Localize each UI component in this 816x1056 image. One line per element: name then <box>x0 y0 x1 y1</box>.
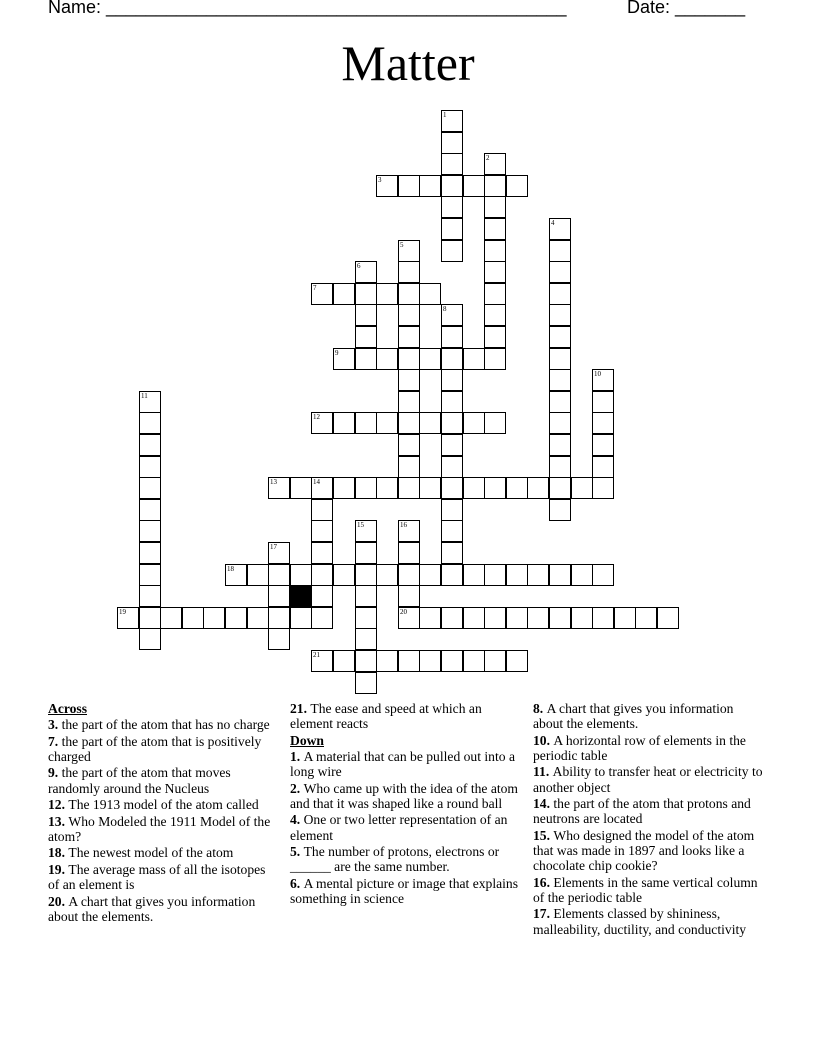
grid-cell[interactable] <box>376 175 398 197</box>
grid-cell[interactable] <box>549 564 571 586</box>
grid-cell[interactable] <box>571 607 593 629</box>
clue-item: 16. Elements in the same vertical column of the periodic table <box>533 874 758 905</box>
grid-cell[interactable] <box>441 240 463 262</box>
grid-cell[interactable] <box>549 240 571 262</box>
grid-cell[interactable] <box>139 564 161 586</box>
clue-item: 19. The average mass of all the isotopes of an element is <box>48 861 266 893</box>
grid-cell[interactable] <box>441 542 463 564</box>
grid-cell[interactable] <box>484 326 506 348</box>
grid-cell[interactable] <box>506 607 528 629</box>
grid-cell[interactable] <box>355 650 377 672</box>
grid-cell[interactable] <box>398 261 420 283</box>
grid-cell[interactable] <box>398 434 420 456</box>
grid-cell[interactable] <box>592 456 614 478</box>
date-line: Date: _______ <box>627 0 746 17</box>
grid-cell[interactable] <box>549 477 571 499</box>
grid-cell[interactable] <box>484 412 506 434</box>
grid-cell[interactable] <box>441 412 463 434</box>
grid-cell[interactable] <box>441 369 463 391</box>
grid-cell[interactable] <box>398 175 420 197</box>
grid-cell[interactable] <box>549 326 571 348</box>
grid-cell[interactable] <box>268 628 290 650</box>
grid-cell[interactable] <box>484 348 506 370</box>
clue-number: 18 <box>227 565 234 573</box>
grid-cell[interactable] <box>419 477 441 499</box>
grid-cell[interactable] <box>398 456 420 478</box>
across-heading: Across <box>48 701 88 716</box>
down-heading: Down <box>290 732 324 748</box>
grid-cell[interactable] <box>398 412 420 434</box>
grid-cell[interactable] <box>268 542 290 564</box>
grid-cell[interactable] <box>506 564 528 586</box>
clue-number: 14 <box>313 478 320 486</box>
grid-cell[interactable] <box>311 520 333 542</box>
grid-cell[interactable] <box>441 477 463 499</box>
grid-cell[interactable] <box>549 391 571 413</box>
grid-cell[interactable] <box>592 477 614 499</box>
grid-cell[interactable] <box>139 456 161 478</box>
grid-cell[interactable] <box>441 434 463 456</box>
grid-cell[interactable] <box>592 391 614 413</box>
grid-cell[interactable] <box>506 477 528 499</box>
grid-cell[interactable] <box>441 153 463 175</box>
grid-cell[interactable] <box>463 607 485 629</box>
clue-item: 20. A chart that gives you information about the elements. <box>48 893 256 924</box>
grid-cell[interactable] <box>419 283 441 305</box>
grid-cell[interactable] <box>247 564 269 586</box>
grid-cell[interactable] <box>398 304 420 326</box>
grid-cell[interactable] <box>268 585 290 607</box>
clue-number: 9 <box>335 349 339 357</box>
grid-cell[interactable] <box>311 477 333 499</box>
clue-number: 10 <box>594 370 601 378</box>
clue-number: 2 <box>486 154 490 162</box>
grid-cell[interactable] <box>268 477 290 499</box>
grid-cell[interactable] <box>419 564 441 586</box>
clue-number: 12 <box>313 413 320 421</box>
grid-cell[interactable] <box>139 585 161 607</box>
grid-cell[interactable] <box>333 412 355 434</box>
grid-cell[interactable] <box>290 564 312 586</box>
clue-number: 20 <box>400 608 407 616</box>
grid-cell[interactable] <box>139 607 161 629</box>
grid-cell[interactable] <box>441 607 463 629</box>
grid-cell[interactable] <box>635 607 657 629</box>
grid-cell[interactable] <box>355 564 377 586</box>
grid-cell[interactable] <box>549 261 571 283</box>
grid-cell[interactable] <box>139 391 161 413</box>
grid-cell[interactable] <box>398 477 420 499</box>
grid-cell[interactable] <box>333 564 355 586</box>
grid-cell[interactable] <box>441 218 463 240</box>
grid-cell[interactable] <box>419 175 441 197</box>
grid-cell[interactable] <box>311 542 333 564</box>
grid-cell[interactable] <box>419 412 441 434</box>
grid-cell[interactable] <box>506 650 528 672</box>
grid-cell[interactable] <box>355 607 377 629</box>
grid-cell[interactable] <box>441 456 463 478</box>
grid-cell[interactable] <box>376 650 398 672</box>
grid-cell[interactable] <box>355 477 377 499</box>
grid-cell[interactable] <box>398 585 420 607</box>
grid-cell[interactable] <box>484 175 506 197</box>
clue-item: 6. A mental picture or image that explains something in science <box>290 875 519 906</box>
grid-cell[interactable] <box>441 391 463 413</box>
grid-cell[interactable] <box>484 261 506 283</box>
grid-cell[interactable] <box>355 585 377 607</box>
clue-item: 10. A horizontal row of elements in the periodic table <box>533 732 746 763</box>
grid-cell[interactable] <box>311 564 333 586</box>
grid-cell[interactable] <box>398 326 420 348</box>
grid-cell[interactable] <box>376 283 398 305</box>
clue-number: 1 <box>443 111 447 119</box>
grid-cell[interactable] <box>333 477 355 499</box>
clue-item: 3. the part of the atom that has no charge <box>48 717 270 733</box>
grid-cell[interactable] <box>398 283 420 305</box>
grid-cell[interactable] <box>441 196 463 218</box>
grid-cell[interactable] <box>355 304 377 326</box>
grid-cell[interactable] <box>592 607 614 629</box>
grid-cell[interactable] <box>549 607 571 629</box>
grid-cell[interactable] <box>549 434 571 456</box>
clue-number: 5 <box>400 241 404 249</box>
grid-cell[interactable] <box>398 369 420 391</box>
grid-cell[interactable] <box>139 542 161 564</box>
clue-number: 6 <box>357 262 361 270</box>
grid-cell[interactable] <box>333 283 355 305</box>
grid-cell[interactable] <box>376 564 398 586</box>
grid-cell[interactable] <box>160 607 182 629</box>
grid-cell[interactable] <box>592 564 614 586</box>
grid-cell[interactable] <box>268 564 290 586</box>
clue-column-3 <box>533 701 765 938</box>
clue-number: 19 <box>119 608 126 616</box>
grid-cell[interactable] <box>398 564 420 586</box>
grid-cell[interactable] <box>311 585 333 607</box>
grid-cell[interactable] <box>549 369 571 391</box>
grid-cell[interactable] <box>139 628 161 650</box>
page-title: Matter <box>341 35 475 91</box>
grid-cell[interactable] <box>355 542 377 564</box>
grid-cell[interactable] <box>506 175 528 197</box>
grid-cell[interactable] <box>290 607 312 629</box>
grid-cell[interactable] <box>419 650 441 672</box>
grid-cell[interactable] <box>484 564 506 586</box>
grid-cell[interactable] <box>311 412 333 434</box>
clue-item: 21. The ease and speed at which an element reacts <box>290 701 482 732</box>
grid-cell[interactable] <box>311 650 333 672</box>
grid-cell[interactable] <box>441 132 463 154</box>
grid-cell[interactable] <box>441 304 463 326</box>
grid-cell[interactable] <box>311 283 333 305</box>
grid-cell[interactable] <box>355 283 377 305</box>
grid-cell[interactable] <box>441 110 463 132</box>
grid-cell[interactable] <box>484 218 506 240</box>
clue-item: 8. A chart that gives you information about the elements. <box>533 701 734 732</box>
grid-cell[interactable] <box>290 477 312 499</box>
clue-item: 11. Ability to transfer heat or electricity to another object <box>533 764 763 795</box>
grid-cell[interactable] <box>527 607 549 629</box>
grid-cell[interactable] <box>139 412 161 434</box>
clue-number: 4 <box>551 219 555 227</box>
grid-cell[interactable] <box>484 607 506 629</box>
grid-cell[interactable] <box>549 218 571 240</box>
grid-cell[interactable] <box>571 564 593 586</box>
grid-cell[interactable] <box>398 607 420 629</box>
grid-cell[interactable] <box>441 348 463 370</box>
grid-cell[interactable] <box>355 628 377 650</box>
clue-number: 15 <box>357 521 364 529</box>
grid-cell[interactable] <box>463 650 485 672</box>
grid-cell[interactable] <box>355 520 377 542</box>
grid-cell[interactable] <box>484 477 506 499</box>
grid-cell[interactable] <box>355 326 377 348</box>
grid-cell[interactable] <box>592 369 614 391</box>
grid-cell[interactable] <box>139 434 161 456</box>
grid-cell[interactable] <box>571 477 593 499</box>
grid-cell[interactable] <box>549 283 571 305</box>
grid-cell[interactable] <box>203 607 225 629</box>
clue-number: 11 <box>141 392 148 400</box>
grid-cell[interactable] <box>139 520 161 542</box>
clue-number: 8 <box>443 305 447 313</box>
grid-cell[interactable] <box>247 607 269 629</box>
grid-cell[interactable] <box>398 650 420 672</box>
grid-cell[interactable] <box>117 607 139 629</box>
clue-item: 4. One or two letter representation of an element <box>290 812 508 843</box>
grid-cell[interactable] <box>549 499 571 521</box>
clue-column-2 <box>290 701 522 907</box>
grid-cell[interactable] <box>549 456 571 478</box>
grid-cell[interactable] <box>182 607 204 629</box>
grid-cell[interactable] <box>441 175 463 197</box>
grid-cell[interactable] <box>549 348 571 370</box>
clue-number: 13 <box>270 478 277 486</box>
grid-cell[interactable] <box>463 175 485 197</box>
grid-cell[interactable] <box>441 564 463 586</box>
grid-cell[interactable] <box>549 412 571 434</box>
grid-cell[interactable] <box>657 607 679 629</box>
grid-cell[interactable] <box>268 607 290 629</box>
grid-cell[interactable] <box>139 499 161 521</box>
grid-cell[interactable] <box>441 326 463 348</box>
grid-cell[interactable] <box>463 477 485 499</box>
clue-item: 2. Who came up with the idea of the atom and that it was shaped like a round ball <box>290 780 519 811</box>
clue-number: 17 <box>270 543 277 551</box>
grid-cell[interactable] <box>376 348 398 370</box>
clue-item: 12. The 1913 model of the atom called <box>48 797 259 813</box>
clue-item: 7. the part of the atom that is positively charged <box>48 733 262 764</box>
grid-cell[interactable] <box>592 412 614 434</box>
grid-cell[interactable] <box>398 240 420 262</box>
clue-item: 17. Elements classed by shininess, malleability, ductility, and conductivity <box>533 906 747 937</box>
grid-cell[interactable] <box>463 564 485 586</box>
grid-cell[interactable] <box>549 304 571 326</box>
grid-cell[interactable] <box>398 542 420 564</box>
name-line: Name: ______________________________________________ <box>48 0 567 17</box>
grid-cell[interactable] <box>355 348 377 370</box>
grid-cell[interactable] <box>333 348 355 370</box>
clue-item: 1. A material that can be pulled out into a long wire <box>290 748 515 780</box>
grid-cell[interactable] <box>398 391 420 413</box>
grid-cell[interactable] <box>614 607 636 629</box>
grid-cell[interactable] <box>484 240 506 262</box>
grid-cell[interactable] <box>398 520 420 542</box>
grid-cell[interactable] <box>311 607 333 629</box>
grid-cell[interactable] <box>225 564 247 586</box>
clue-item: 18. The newest model of the atom <box>48 845 234 861</box>
grid-cell[interactable] <box>355 261 377 283</box>
grid-cell[interactable] <box>527 564 549 586</box>
grid-cell[interactable] <box>441 650 463 672</box>
clue-item: 13. Who Modeled the 1911 Model of the atom? <box>48 813 271 844</box>
grid-cell[interactable] <box>376 477 398 499</box>
clue-number: 7 <box>313 284 317 292</box>
grid-cell[interactable] <box>463 348 485 370</box>
grid-cell[interactable] <box>139 477 161 499</box>
grid-cell[interactable] <box>398 348 420 370</box>
grid-cell[interactable] <box>419 607 441 629</box>
grid-cell[interactable] <box>311 499 333 521</box>
clue-item: 9. the part of the atom that moves randomly around the Nucleus <box>48 765 231 796</box>
grid-cell[interactable] <box>355 412 377 434</box>
black-cell <box>290 585 312 607</box>
clue-number: 21 <box>313 651 320 659</box>
clue-number: 16 <box>400 521 407 529</box>
grid-cell[interactable] <box>419 348 441 370</box>
grid-cell[interactable] <box>441 520 463 542</box>
clue-item: 14. the part of the atom that protons and neutrons are located <box>533 796 751 827</box>
clue-item: 15. Who designed the model of the atom that was made in 1897 and looks like a chocolate chip cookie? <box>533 827 755 874</box>
clue-number: 3 <box>378 176 382 184</box>
grid-cell[interactable] <box>484 650 506 672</box>
clue-column-1 <box>48 701 280 925</box>
grid-cell[interactable] <box>225 607 247 629</box>
grid-cell[interactable] <box>484 304 506 326</box>
grid-cell[interactable] <box>527 477 549 499</box>
grid-cell[interactable] <box>376 412 398 434</box>
grid-cell[interactable] <box>484 153 506 175</box>
clue-item: 5. The number of protons, electrons or ______ are the same number. <box>290 844 500 875</box>
grid-cell[interactable] <box>484 283 506 305</box>
grid-cell[interactable] <box>484 196 506 218</box>
grid-cell[interactable] <box>333 650 355 672</box>
grid-cell[interactable] <box>355 672 377 694</box>
grid-cell[interactable] <box>463 412 485 434</box>
grid-cell[interactable] <box>441 499 463 521</box>
grid-cell[interactable] <box>592 434 614 456</box>
